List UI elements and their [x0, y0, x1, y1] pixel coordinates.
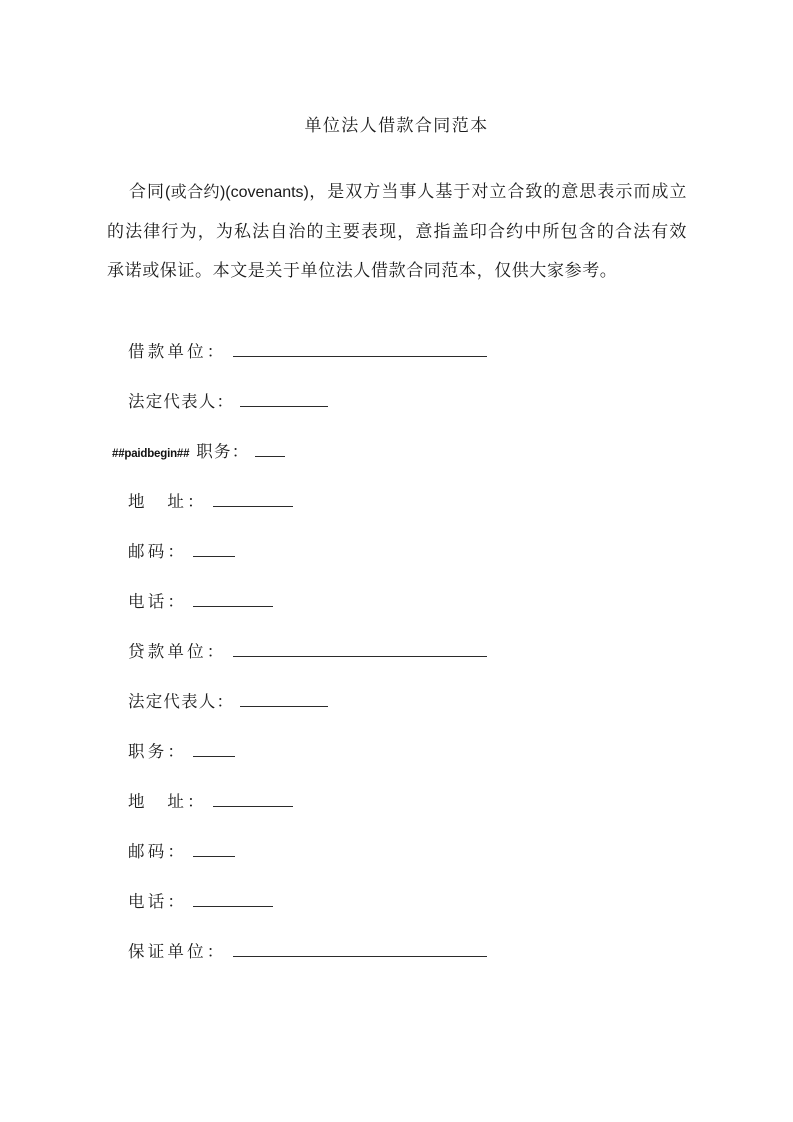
field-label: 职务： [128, 742, 188, 761]
form-field-row [0, 488, 793, 538]
field-label: 保证单位： [128, 942, 227, 961]
form-field-row [0, 738, 793, 788]
field-blank-line[interactable] [233, 938, 487, 957]
intro-text-part2: ，是双方当事人基于对立合致的意思表示而成立的法律行为，为私法自治的主要表现，意指盖印合约中所包含的合法有效承诺或保证。本文是关于单位法人借款合同范本，仅供大家参考。 [107, 182, 687, 280]
form-field-row [0, 338, 793, 388]
field-blank-line[interactable] [193, 538, 235, 557]
form-field-row [0, 638, 793, 688]
field-blank-line[interactable] [193, 588, 273, 607]
field-blank-line[interactable] [240, 688, 328, 707]
field-label: 法定代表人： [128, 392, 235, 411]
field-label: 邮码： [128, 542, 188, 561]
field-label: 邮码： [128, 842, 188, 861]
form-field-row [0, 538, 793, 588]
field-blank-line[interactable] [255, 442, 285, 457]
form-field-row [0, 788, 793, 838]
paid-begin-marker: ##paidbegin## [112, 448, 190, 460]
field-blank-line[interactable] [193, 888, 273, 907]
form-field-row [0, 388, 793, 438]
form-field-row [0, 438, 793, 488]
field-blank-line[interactable] [213, 788, 293, 807]
field-label: 贷款单位： [128, 642, 227, 661]
intro-paragraph [107, 172, 687, 290]
field-label: 法定代表人： [128, 692, 235, 711]
field-label: 借款单位： [128, 342, 227, 361]
field-blank-line[interactable] [193, 838, 235, 857]
field-label: 地 址： [128, 792, 207, 811]
field-label: 电话： [128, 592, 188, 611]
field-blank-line[interactable] [233, 638, 487, 657]
form-field-row [0, 588, 793, 638]
field-label: 电话： [128, 892, 188, 911]
field-label: 地 址： [128, 492, 207, 511]
intro-text-latin: (或合约)(covenants) [165, 184, 309, 201]
page-title: 单位法人借款合同范本 [304, 116, 489, 136]
form-field-row [0, 688, 793, 738]
field-blank-line[interactable] [193, 738, 235, 757]
intro-text-part1: 合同 [129, 182, 166, 201]
form-field-row [0, 938, 793, 988]
field-blank-line[interactable] [233, 338, 487, 357]
field-blank-line[interactable] [213, 488, 293, 507]
form-field-list [0, 338, 793, 988]
field-blank-line[interactable] [240, 388, 328, 407]
form-field-row [0, 888, 793, 938]
form-field-row [0, 838, 793, 888]
field-label: 职务： [196, 442, 250, 461]
